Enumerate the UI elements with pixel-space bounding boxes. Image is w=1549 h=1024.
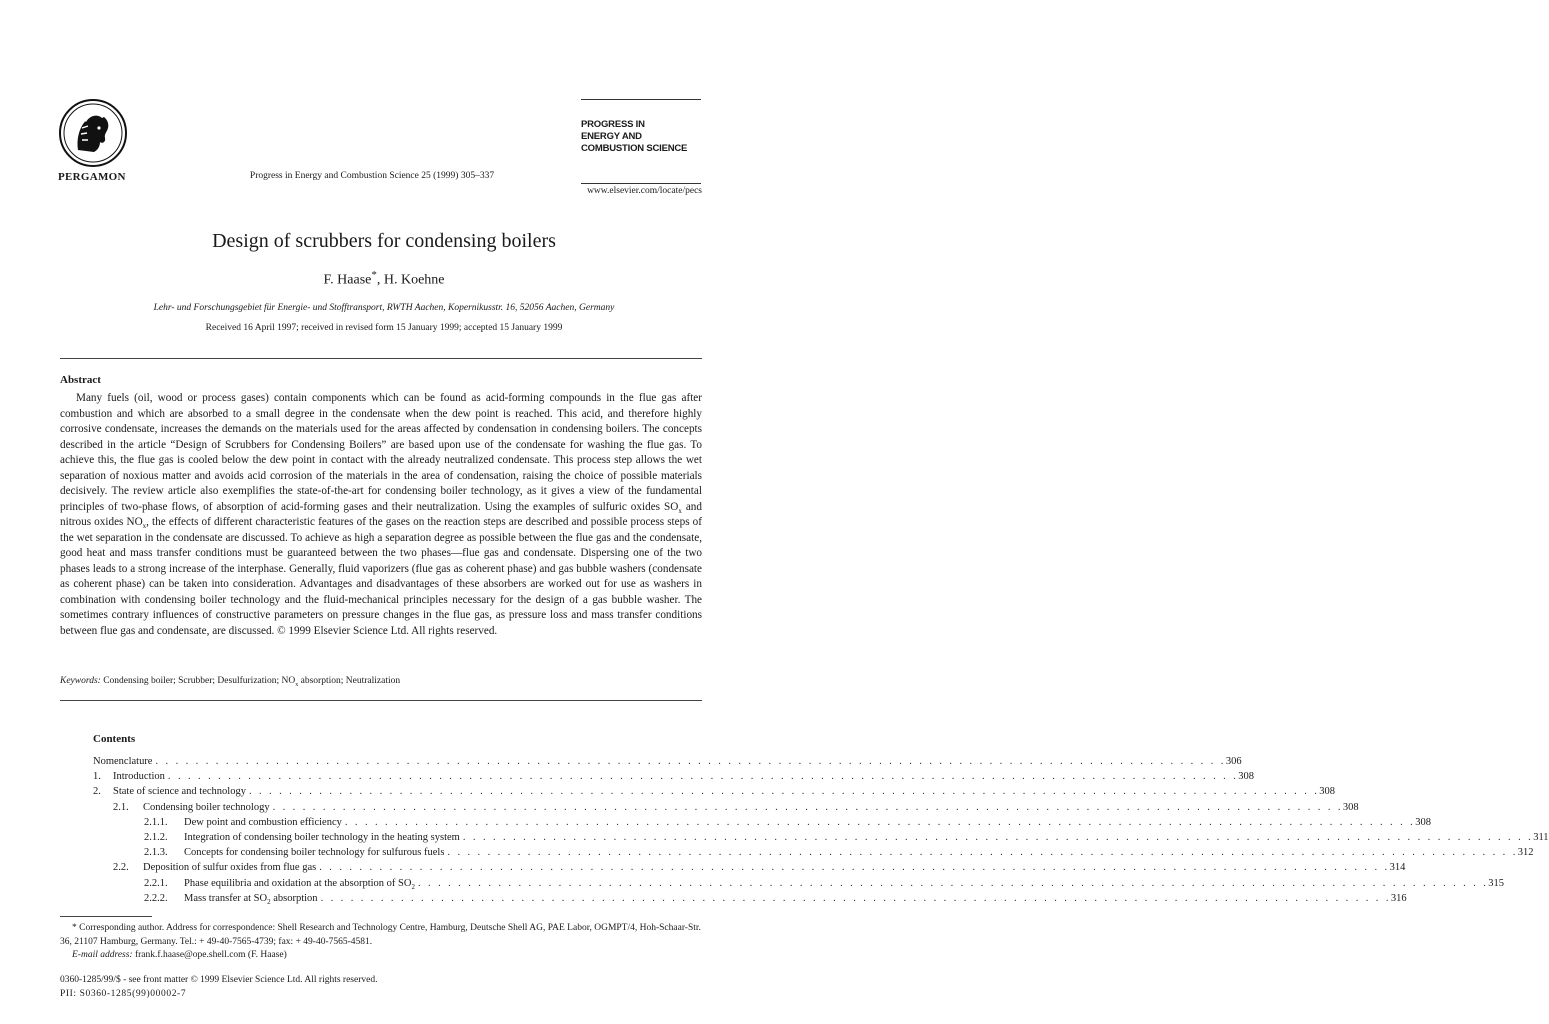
toc-entry[interactable]: 2.2.1. Phase equilibria and oxidation at the absorption of $SO_2$ . . . . . . . . . . . . . . . . . . . . . . . . . . . . . . . . . . . . . . . . . . . . . . . . . . . . . . . . . . . . . . . . . . . . . . . . . . . . . . . . . . . . . . . . . . . . . . . . . . . . . . . . . . . 315 [144, 877, 1505, 891]
abstract-heading: Abstract [60, 374, 101, 386]
abstract-text: Many fuels (oil, wood or process gases) contain components which can be found as acid-forming compounds in the flue gas after combustion and which are absorbed to a small degree in the condensate when the dew point is reached. This acid, and therefore highly corrosive condensate, increases the demands on the materials used for the areas affected by condensation in condensing boilers. The concepts described in the article “Design of Scrubbers for Condensing Boilers” are based upon use of the condensate for washing the flue gas. To achieve this, the flue gas is cooled below the dew point in contact with the already neutralized condensate. This process step allows the wet separation of noxious matter and avoids acid corrosion of the materials in the area of condensation, raising the choice of possible materials decisively. The review article also exemplifies the state-of-the-art for condensing boiler technology, as it gives a view of the fundamental principles of two-phase flows, of absorption of acid-forming gases and their neutralization. Using the examples of sulfuric oxides $SO_x$ and nitrous oxides $NO_x$, the effects of different characteristic features of the gases on the reaction steps are described and possible process steps of the wet separation in the condensate are discussed. To achieve as high a separation degree as possible between the flue gas and the condensate, good heat and mass transfer conditions must be guaranteed between the two phases—flue gas and condensate. Dispersing one of the two phases leads to a strong increase of the interphase. Generally, fluid vaporizers (flue gas as coherent phase) and gas bubble washers (condensate as coherent phase) can be taken into consideration. Advantages and disadvantages of these absorbers are worked out for use as washers in combination with condensing boiler technology and the fluid-mechanical principles necessary for the design of a gas bubble washer. The sometimes contrary influences of constructive parameters on pressure changes in the flue gas, as pressure loss and mass transfer conditions between flue gas and condensate, are discussed. © 1999 Elsevier Science Ltd. All rights reserved. [60, 392, 702, 637]
pii-line: PII: S0360-1285(99)00002-7 [60, 989, 187, 999]
author-haase: F. Haase [323, 272, 372, 288]
journal-citation: Progress in Energy and Combustion Science 25 (1999) 305–337 [249, 171, 495, 181]
toc-entry[interactable]: 2. State of science and technology . . . . . . . . . . . . . . . . . . . . . . . . . . . . . . . . . . . . . . . . . . . . . . . . . . . . . . . . . . . . . . . . . . . . . . . . . . . . . . . . . . . . . . . . . . . . . . . . . . . . . . . . . . . 308 [93, 786, 1336, 798]
issn-line: 0360-1285/99/$ - see front matter © 1999 Elsevier Science Ltd. All rights reserved. [60, 975, 378, 985]
copyright-block [60, 973, 377, 1001]
toc-entry[interactable]: 2.2.2. Mass transfer at $SO_2$ absorption . . . . . . . . . . . . . . . . . . . . . . . . . . . . . . . . . . . . . . . . . . . . . . . . . . . . . . . . . . . . . . . . . . . . . . . . . . . . . . . . . . . . . . . . . . . . . . . . . . . . . . . . . . . 316 [144, 892, 1407, 906]
brand-rule-bottom [581, 183, 701, 184]
footnote-rule [60, 916, 152, 917]
publisher-logo [58, 98, 128, 168]
keywords-label: Keywords: [60, 676, 101, 686]
toc-entry[interactable]: 1. Introduction . . . . . . . . . . . . . . . . . . . . . . . . . . . . . . . . . . . . . . . . . . . . . . . . . . . . . . . . . . . . . . . . . . . . . . . . . . . . . . . . . . . . . . . . . . . . . . . . . . . . . . . . . . . 308 [93, 771, 1254, 783]
table-of-contents [93, 754, 1549, 906]
toc-entry[interactable]: 2.1.1. Dew point and combustion efficiency . . . . . . . . . . . . . . . . . . . . . . . . . . . . . . . . . . . . . . . . . . . . . . . . . . . . . . . . . . . . . . . . . . . . . . . . . . . . . . . . . . . . . . . . . . . . . . . . . . . . . . . . . . . 308 [144, 816, 1431, 828]
journal-brand [581, 119, 687, 155]
article-title: Design of scrubbers for condensing boilers [212, 230, 556, 252]
brand-line: ENERGY AND [581, 131, 642, 142]
footnote [60, 922, 702, 963]
email-line: E-mail address: frank.f.haase@ope.shell.com (F. Haase) [72, 950, 287, 960]
corresponding-mark[interactable]: * [371, 269, 377, 281]
toc-entry[interactable]: 2.1.2. Integration of condensing boiler technology in the heating system . . . . . . . . . . . . . . . . . . . . . . . . . . . . . . . . . . . . . . . . . . . . . . . . . . . . . . . . . . . . . . . . . . . . . . . . . . . . . . . . . . . . . . . . . . . . . . . . . . . . . . . . . . . 311 [144, 831, 1549, 843]
keywords: Keywords: Condensing boiler; Scrubber; Desulfurization; $NO_x$ absorption; Neutralization [60, 676, 401, 688]
contents-heading: Contents [93, 733, 136, 745]
brand-line: COMBUSTION SCIENCE [581, 143, 688, 154]
brand-line: PROGRESS IN [581, 119, 645, 130]
toc-entry[interactable]: 2.1. Condensing boiler technology . . . . . . . . . . . . . . . . . . . . . . . . . . . . . . . . . . . . . . . . . . . . . . . . . . . . . . . . . . . . . . . . . . . . . . . . . . . . . . . . . . . . . . . . . . . . . . . . . . . . . . . . . . . 308 [113, 801, 1359, 813]
journal-url[interactable]: www.elsevier.com/locate/pecs [587, 186, 702, 196]
divider-bottom [60, 700, 702, 701]
toc-entry[interactable]: 2.2. Deposition of sulfur oxides from flue gas . . . . . . . . . . . . . . . . . . . . . . . . . . . . . . . . . . . . . . . . . . . . . . . . . . . . . . . . . . . . . . . . . . . . . . . . . . . . . . . . . . . . . . . . . . . . . . . . . . . . . . . . . . . 314 [113, 862, 1406, 874]
received-dates: Received 16 April 1997; received in revised form 15 January 1999; accepted 15 January 1999 [205, 323, 563, 333]
authors [0, 269, 768, 289]
publisher-name: PERGAMON [58, 171, 126, 183]
divider-top [60, 358, 702, 359]
corresponding-author-note: * Corresponding author. Address for correspondence: Shell Research and Technology Centre, Hamburg, Deutsche Shell AG, PAE Labor, OGMPT/4, Hoh-Schaar-Str. 36, 21107 Hamburg, Germany. Tel.: + 49-40-7565-4739; fax: + 49-40-7565-4581. [60, 923, 701, 947]
email-address[interactable]: frank.f.haase@ope.shell.com (F. Haase) [132, 950, 287, 960]
author-koehne: , H. Koehne [376, 272, 445, 288]
brand-rule-top [581, 99, 701, 100]
affiliation: Lehr- und Forschungsgebiet für Energie- und Stofftransport, RWTH Aachen, Kopernikusstr. 16, 52056 Aachen, Germany [153, 303, 615, 313]
toc-entry[interactable]: Nomenclature . . . . . . . . . . . . . . . . . . . . . . . . . . . . . . . . . . . . . . . . . . . . . . . . . . . . . . . . . . . . . . . . . . . . . . . . . . . . . . . . . . . . . . . . . . . . . . . . . . . . . . . . . . . 306 [93, 756, 1242, 767]
toc-entry[interactable]: 2.1.3. Concepts for condensing boiler technology for sulfurous fuels . . . . . . . . . . . . . . . . . . . . . . . . . . . . . . . . . . . . . . . . . . . . . . . . . . . . . . . . . . . . . . . . . . . . . . . . . . . . . . . . . . . . . . . . . . . . . . . . . . . . . . . . . . . 312 [144, 847, 1534, 859]
